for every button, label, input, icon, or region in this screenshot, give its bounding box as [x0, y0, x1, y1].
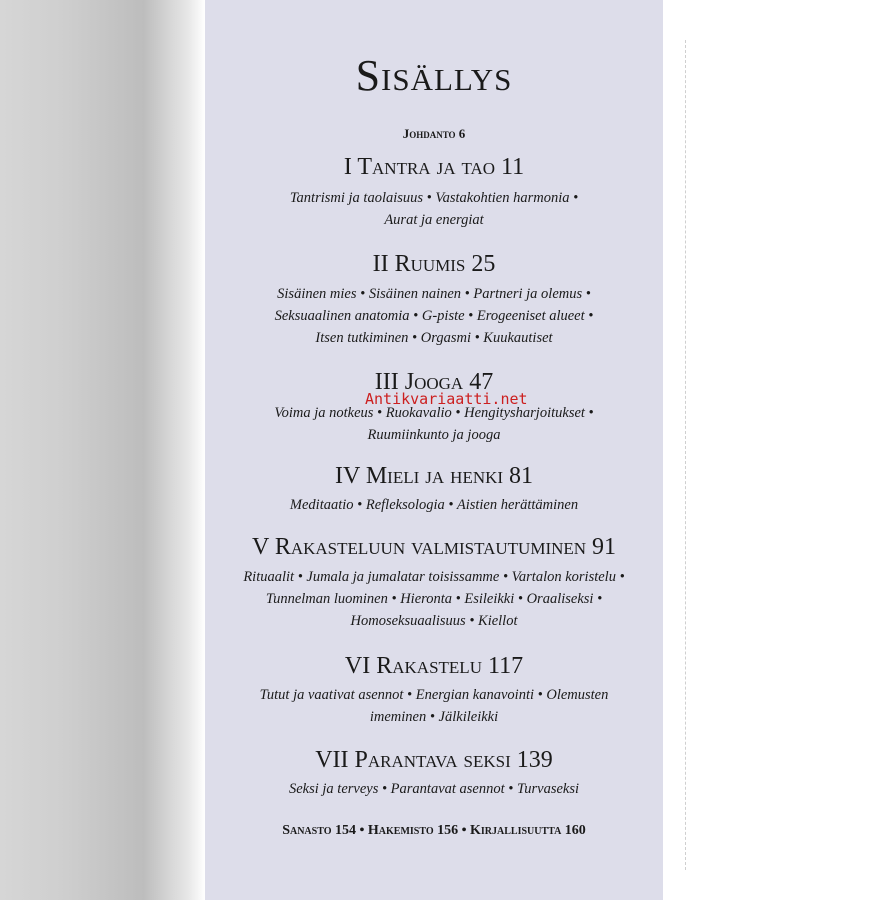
- topic-line: Voima ja notkeus • Ruokavalio • Hengitysharjoitukset •: [274, 405, 594, 421]
- page-edge-line: [685, 40, 687, 870]
- chapter-7-heading: VII Parantava seksi 139: [315, 747, 553, 773]
- page-title: Sisällys: [355, 51, 513, 100]
- topic-line: imeminen • Jälkileikki: [369, 709, 499, 725]
- topic-line: Tunnelman luominen • Hieronta • Esileikki • Oraaliseksi •: [265, 591, 603, 607]
- chapter-3-topics: [235, 402, 633, 446]
- back-matter-entries: Sanasto 154 • Hakemisto 156 • Kirjallisuutta 160: [282, 823, 586, 838]
- chapter-6-topics: [235, 684, 633, 728]
- chapter-1-heading: I Tantra ja tao 11: [343, 154, 525, 180]
- topic-line: Seksi ja terveys • Parantavat asennot • Turvaseksi: [288, 781, 580, 797]
- book-spine-shadow: [0, 0, 205, 900]
- chapter-2-heading: II Ruumis 25: [372, 251, 496, 277]
- chapter-5-heading: V Rakasteluun valmistautuminen 91: [251, 534, 617, 560]
- chapter-6-heading: VI Rakastelu 117: [344, 653, 524, 679]
- topic-line: Rituaalit • Jumala ja jumalatar toisissamme • Vartalon koristelu •: [243, 569, 625, 585]
- topic-line: Tantrismi ja taolaisuus • Vastakohtien harmonia •: [289, 190, 579, 206]
- topic-line: Sisäinen mies • Sisäinen nainen • Partneri ja olemus •: [277, 286, 591, 302]
- watermark-text: Antikvariaatti.net: [365, 390, 528, 408]
- intro-entry: Johdanto 6: [402, 126, 466, 141]
- chapter-5-topics: [235, 566, 633, 632]
- topic-line: Aurat ja energiat: [384, 212, 484, 228]
- topic-line: Seksuaalinen anatomia • G-piste • Erogeeniset alueet •: [274, 308, 594, 324]
- chapter-3-heading: III Jooga 47: [374, 369, 494, 395]
- chapter-4-heading: IV Mieli ja henki 81: [334, 463, 534, 489]
- topic-line: Tutut ja vaativat asennot • Energian kanavointi • Olemusten: [259, 687, 609, 703]
- topic-line: Homoseksuaalisuus • Kiellot: [350, 613, 518, 629]
- facing-page: [663, 0, 888, 900]
- topic-line: Meditaatio • Refleksologia • Aistien herättäminen: [289, 497, 579, 513]
- topic-line: Itsen tutkiminen • Orgasmi • Kuukautiset: [315, 330, 553, 346]
- chapter-1-topics: [235, 187, 633, 231]
- chapter-7-topics: [235, 778, 633, 800]
- chapter-4-topics: [235, 494, 633, 516]
- topic-line: Ruumiinkunto ja jooga: [367, 427, 501, 443]
- chapter-2-topics: [235, 283, 633, 349]
- contents-page: [205, 0, 663, 900]
